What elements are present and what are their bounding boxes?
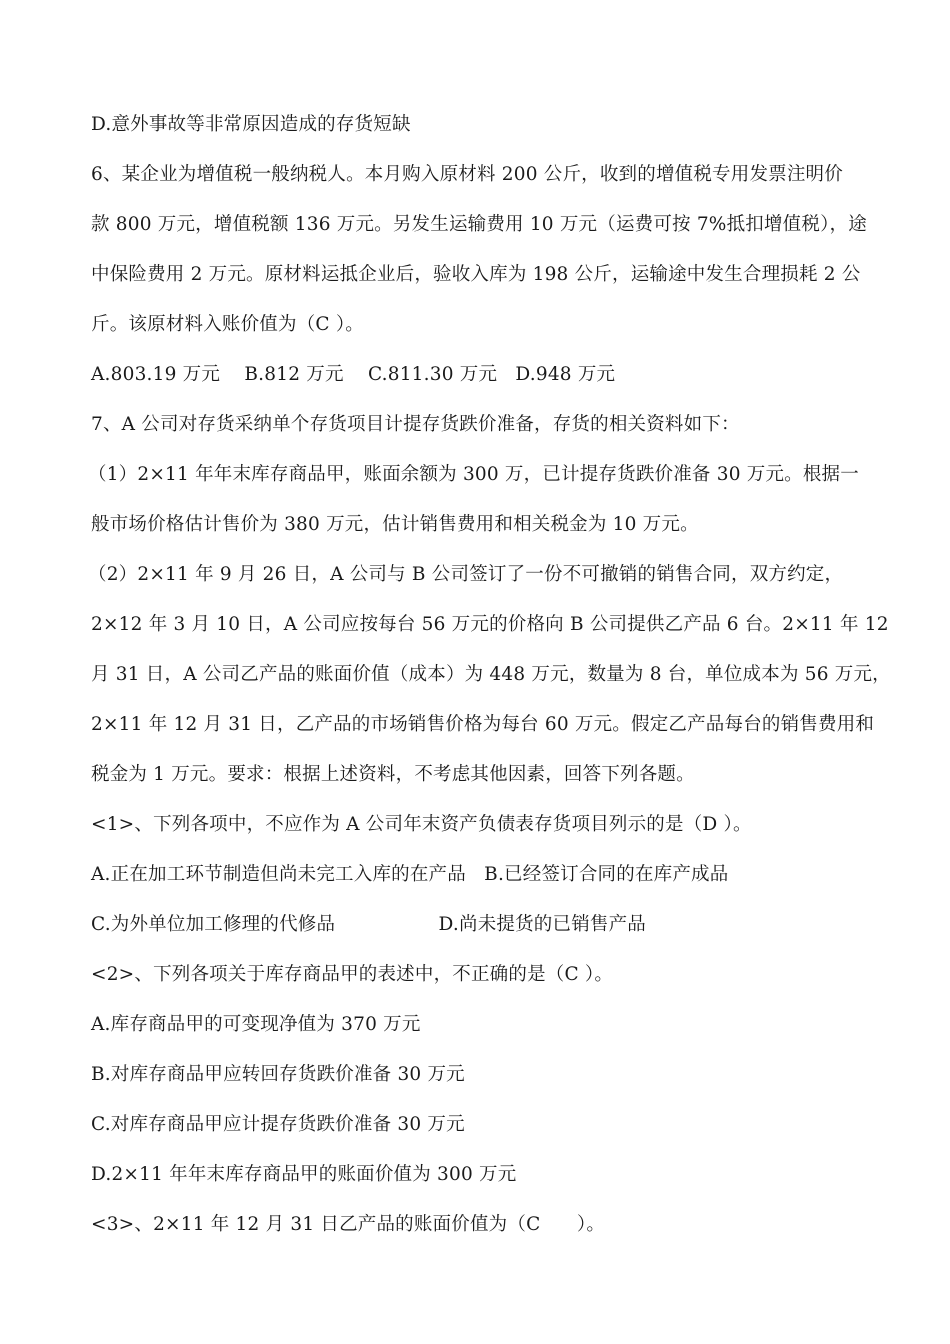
question-7-item-2-line-5: 税金为 1 万元。要求：根据上述资料，不考虑其他因素，回答下列各题。: [91, 764, 695, 785]
sub-question-1: <1>、下列各项中，不应作为 A 公司年末资产负债表存货项目列示的是（D ）。: [91, 814, 752, 835]
question-7-item-2-line-4: 2×11 年 12 月 31 日，乙产品的市场销售价格为每台 60 万元。假定乙产品每台的销售费用和: [91, 714, 875, 735]
question-7-item-1-line-1: （1）2×11 年年末库存商品甲，账面余额为 300 万，已计提存货跌价准备 30 万元。根据一: [88, 464, 859, 485]
sub-question-2-option-d: D.2×11 年年末库存商品甲的账面价值为 300 万元: [91, 1164, 517, 1185]
question-7-intro: 7、A 公司对存货采纳单个存货项目计提存货跌价准备，存货的相关资料如下：: [91, 414, 740, 435]
sub-question-3: <3>、2×11 年 12 月 31 日乙产品的账面价值为（C ）。: [91, 1214, 606, 1235]
question-6-line-3: 中保险费用 2 万元。原材料运抵企业后，验收入库为 198 公斤，运输途中发生合理损耗 2 公: [91, 264, 861, 285]
question-6-line-1: 6、某企业为增值税一般纳税人。本月购入原材料 200 公斤，收到的增值税专用发票注明价: [91, 164, 843, 185]
option-d-text: D.意外事故等非常原因造成的存货短缺: [91, 114, 411, 135]
sub-question-2-option-c: C.对库存商品甲应计提存货跌价准备 30 万元: [91, 1114, 465, 1135]
question-7-item-2-line-2: 2×12 年 3 月 10 日，A 公司应按每台 56 万元的价格向 B 公司提供乙产品 6 台。2×11 年 12: [91, 614, 889, 635]
sub-question-2-option-a: A.库存商品甲的可变现净值为 370 万元: [91, 1014, 421, 1035]
sub-question-2: <2>、下列各项关于库存商品甲的表述中，不正确的是（C ）。: [91, 964, 614, 985]
question-7-item-2-line-3: 月 31 日，A 公司乙产品的账面价值（成本）为 448 万元，数量为 8 台，单位成本为 56 万元，: [91, 664, 891, 685]
question-6-line-4: 斤。该原材料入账价值为（C ）。: [91, 314, 364, 335]
sub-question-1-options-ab: A.正在加工环节制造但尚未完工入库的在产品 B.已经签订合同的在库产成品: [91, 864, 729, 885]
question-6-options: A.803.19 万元 B.812 万元 C.811.30 万元 D.948 万元: [91, 364, 616, 385]
sub-question-1-options-cd: C.为外单位加工修理的代修品 D.尚未提货的已销售产品: [91, 914, 647, 935]
question-6-line-2: 款 800 万元，增值税额 136 万元。另发生运输费用 10 万元（运费可按 7%抵扣增值税），途: [91, 214, 867, 235]
question-7-item-1-line-2: 般市场价格估计售价为 380 万元，估计销售费用和相关税金为 10 万元。: [91, 514, 699, 535]
question-7-item-2-line-1: （2）2×11 年 9 月 26 日，A 公司与 B 公司签订了一份不可撤销的销售合同，双方约定，: [88, 564, 844, 585]
sub-question-2-option-b: B.对库存商品甲应转回存货跌价准备 30 万元: [91, 1064, 465, 1085]
